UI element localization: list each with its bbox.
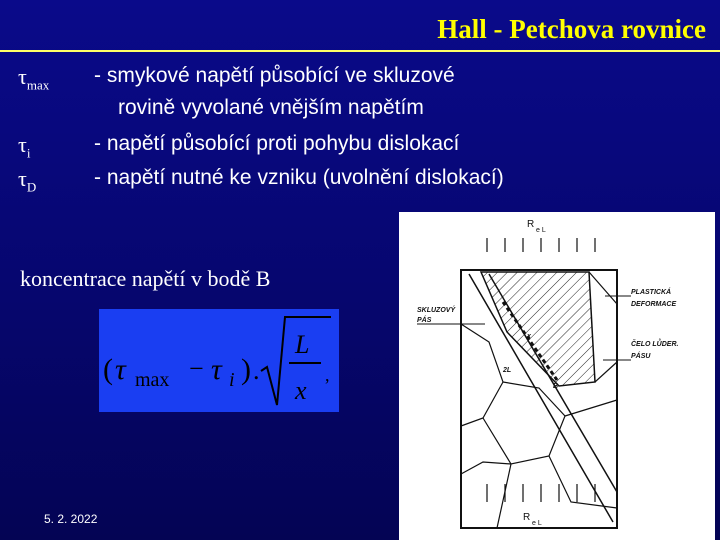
formula-box xyxy=(99,309,339,412)
symbol-tau-i: $\tau_i$ xyxy=(18,132,31,161)
title-underline xyxy=(0,50,720,52)
formula-paren-open: ( xyxy=(103,353,113,386)
definition-text: - napětí nutné ke vzniku (uvolnění dislokací) xyxy=(94,166,504,189)
symbol-tau-max: $\tau_{max}$ xyxy=(18,64,50,93)
formula-max: max xyxy=(135,369,170,391)
luders-band-figure xyxy=(399,212,715,540)
label-plastic-1: PLASTICKÁ xyxy=(631,289,672,296)
label-x: x xyxy=(527,333,531,340)
label-front-1: ČELO LŮDER. xyxy=(631,341,679,348)
label-point-b: B xyxy=(553,383,559,390)
formula-i: i xyxy=(229,369,235,391)
definition-text: - smykové napětí působící ve skluzové xyxy=(94,64,455,87)
formula-tau: τ xyxy=(115,353,126,386)
formula-paren-close: ) xyxy=(241,353,251,386)
formula-tau-2: τ xyxy=(211,353,222,386)
label-2l: 2L xyxy=(503,367,512,374)
label-slip-band-2: PÁS xyxy=(417,317,432,324)
definition-text: rovině vyvolané vnějším napětím xyxy=(118,96,424,119)
formula-L: L xyxy=(295,330,310,359)
bottom-stress-label: R xyxy=(523,512,531,523)
slide-date: 5. 2. 2022 xyxy=(44,512,98,526)
formula-minus: − xyxy=(189,354,204,383)
label-plastic-2: DEFORMACE xyxy=(631,301,677,308)
formula xyxy=(99,309,339,412)
label-slip-band-1: SKLUZOVÝ xyxy=(417,307,456,314)
label-front-2: PÁSU xyxy=(631,353,651,360)
formula-comma: , xyxy=(325,365,330,385)
top-arrows xyxy=(487,238,595,252)
figure-drawing xyxy=(399,212,715,540)
definition-text: - napětí působící proti pohybu dislokací xyxy=(94,132,460,155)
formula-dot: . xyxy=(253,356,260,385)
formula-x: x xyxy=(295,376,307,405)
top-stress-label: R xyxy=(527,219,535,230)
symbol-tau-d: $\tau_D$ xyxy=(18,166,37,195)
concentration-text: koncentrace napětí v bodě B xyxy=(20,266,271,291)
bottom-stress-sub: e L xyxy=(532,520,542,527)
top-stress-sub: e L xyxy=(536,227,546,234)
slide-title: Hall - Petchova rovnice xyxy=(437,14,706,44)
